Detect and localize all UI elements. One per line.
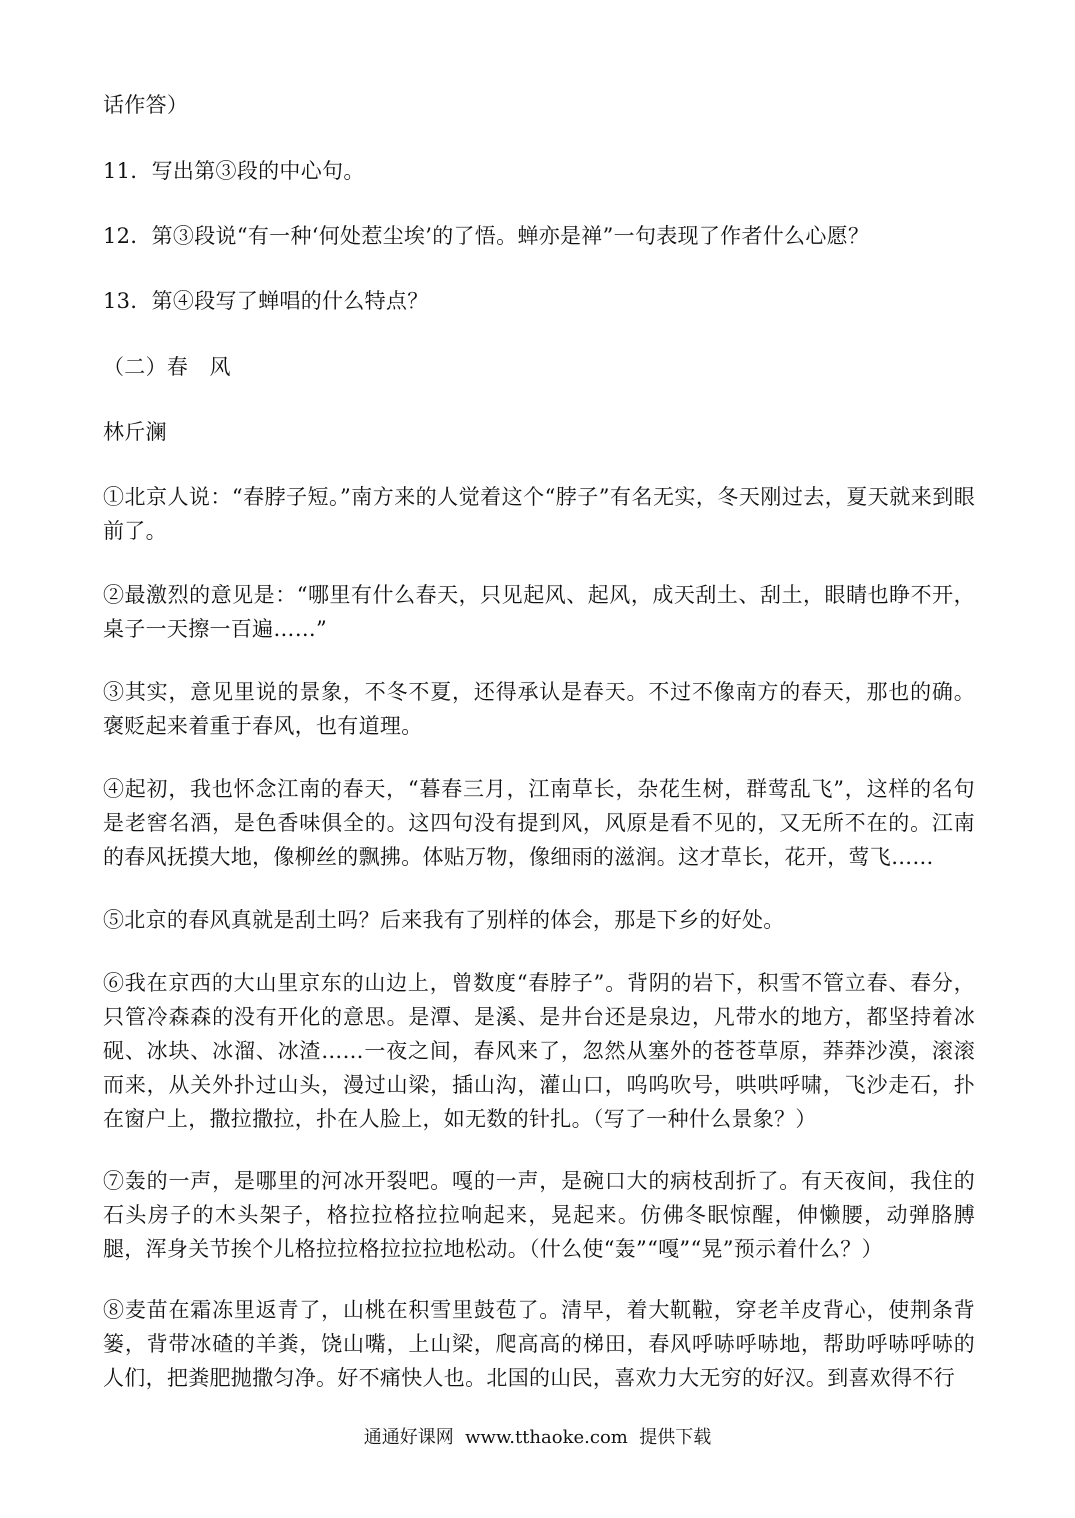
question-12: 12．第③段说“有一种‘何处惹尘埃’的了悟。蝉亦是禅”一句表现了作者什么心愿？	[103, 224, 870, 248]
paragraph-6: ⑥我在京西的大山里京东的山边上，曾数度“春脖子”。背阴的岩下，积雪不管立春、春分，只管冷森森的没有开化的意思。是潭、是溪、是井台还是泉边，凡带水的地方，都坚持着冰砚、冰块、冰溜、冰渣……一夜之间，春风来了，忽然从塞外的苍苍草原，莽莽沙漠，滚滚而来，从关外扑过山头，漫过山梁，插山沟，灌山口，呜呜吹号，哄哄呼啸，飞沙走石，扑在窗户上，撒拉撒拉，扑在人脸上，如无数的针扎。（写了一种什么景象？）	[103, 971, 975, 1131]
paragraph-8: ⑧麦苗在霜冻里返青了，山桃在积雪里鼓苞了。清早，着大靰鞡，穿老羊皮背心，使荆条背篓，背带冰碴的羊粪，饶山嘴，上山梁，爬高高的梯田，春风呼哧呼哧地，帮助呼哧呼哧的人们，把粪肥抛撒匀净。好不痛快人也。北国的山民，喜欢力大无穷的好汉。到喜欢得不行	[103, 1298, 975, 1390]
section-title: （二）春 风	[103, 355, 231, 379]
author-name: 林斤澜	[103, 420, 167, 444]
question-13: 13．第④段写了蝉唱的什么特点？	[103, 289, 429, 313]
continued-text-line: 话作答）	[103, 93, 189, 117]
paragraph-1: ①北京人说：“春脖子短。”南方来的人觉着这个“脖子”有名无实，冬天刚过去，夏天就来到眼前了。	[103, 485, 975, 543]
paragraph-4: ④起初，我也怀念江南的春天，“暮春三月，江南草长，杂花生树，群莺乱飞”，这样的名句是老窖名酒，是色香味俱全的。这四句没有提到风，风原是看不见的，又无所不在的。江南的春风抚摸大地，像柳丝的飘拂。体贴万物，像细雨的滋润。这才草长，花开，莺飞……	[103, 777, 975, 869]
paragraph-3: ③其实，意见里说的景象，不冬不夏，还得承认是春天。不过不像南方的春天，那也的确。褒贬起来着重于春风，也有道理。	[103, 680, 975, 738]
footer-source-note: 通通好课网 www.tthaoke.com 提供下载	[363, 1427, 712, 1448]
paragraph-2: ②最激烈的意见是：“哪里有什么春天，只见起风、起风，成天刮土、刮土，眼睛也睁不开，桌子一天擦一百遍……”	[103, 583, 975, 641]
paragraph-7: ⑦轰的一声，是哪里的河冰开裂吧。嘎的一声，是碗口大的病枝刮折了。有天夜间，我住的石头房子的木头架子，格拉拉格拉拉响起来，晃起来。仿佛冬眠惊醒，伸懒腰，动弹胳膊腿，浑身关节挨个儿格拉拉格拉拉拉地松动。（什么使“轰”“嘎”“晃”预示着什么？）	[103, 1169, 975, 1261]
paragraph-5: ⑤北京的春风真就是刮土吗？后来我有了别样的体会，那是下乡的好处。	[103, 908, 785, 932]
question-11: 11．写出第③段的中心句。	[103, 159, 365, 183]
